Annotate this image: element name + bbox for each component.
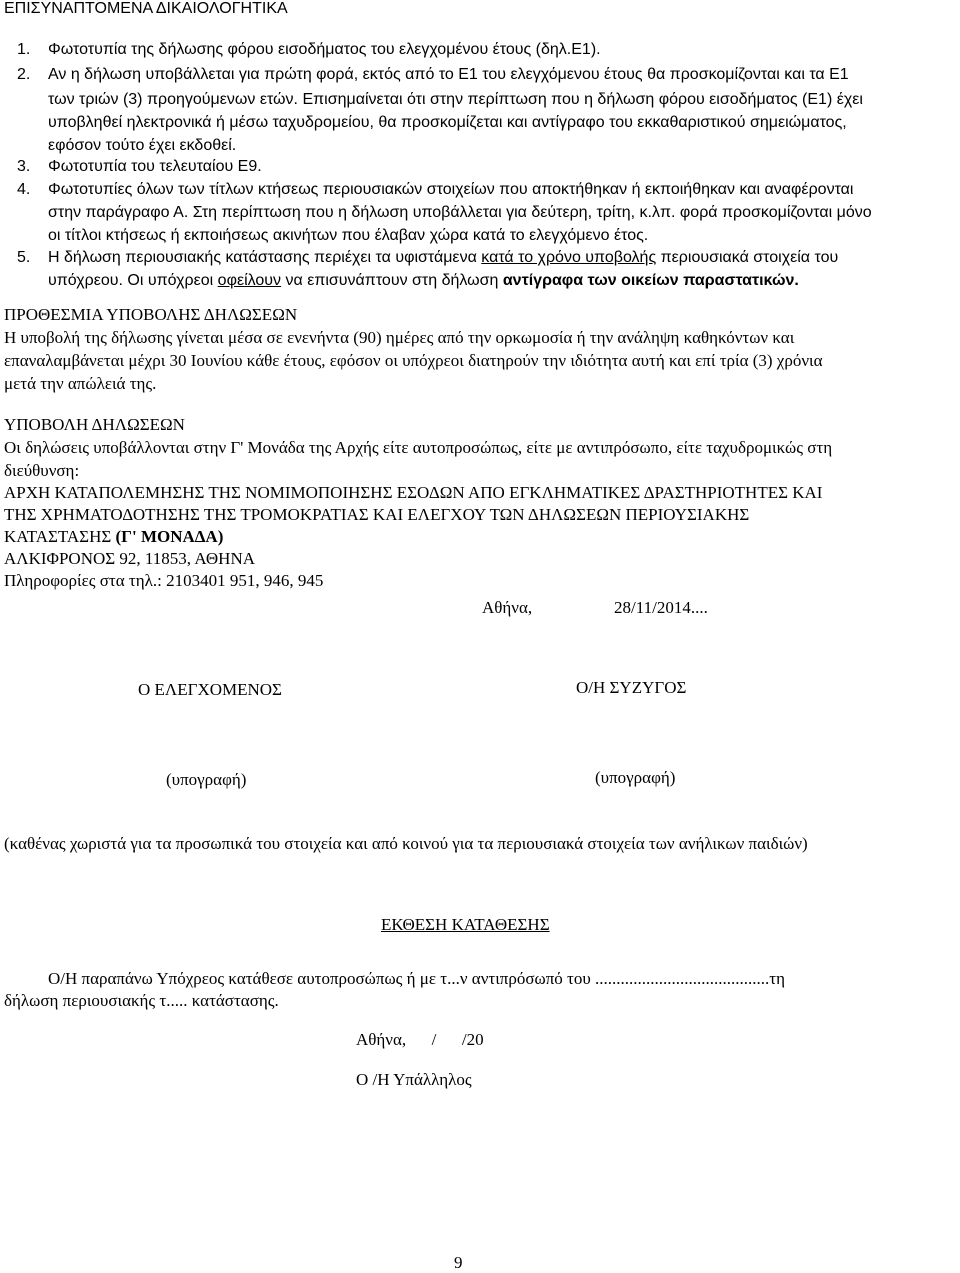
signature-left-line: (υπογραφή) [166, 770, 247, 789]
list-item-1 [17, 41, 601, 59]
attachments-heading: ΕΠΙΣΥΝΑΠΤΟΜΕΝΑ ΔΙΚΑΙΟΛΟΓΗΤΙΚΑ [4, 0, 288, 17]
place-label: Αθήνα, [482, 598, 533, 617]
address: ΑΛΚΙΦΡΟΝΟΣ 92, 11853, ΑΘΗΝΑ [4, 549, 256, 568]
signature-right-line: (υπογραφή) [595, 768, 676, 787]
list-item-2-line-4: εφόσον τούτο έχει εκδοθεί. [48, 137, 237, 154]
list-item-4-number: 4. [17, 181, 31, 198]
phone-info: Πληροφορίες στα τηλ.: 2103401 951, 946, 945 [4, 571, 324, 590]
signature-right-title: Ο/Η ΣΥΖΥΓΟΣ [576, 678, 687, 697]
list-item-5-line-1: 5. Η δήλωση περιουσιακής κατάστασης περιέχει τα υφιστάμενα κατά το χρόνο υποβολής περιουσιακά στοιχεία του [17, 249, 839, 266]
list-item-4-line-2: στην παράγραφο Α. Στη περίπτωση που η δήλωση υποβάλλεται για δεύτερη, τρίτη, κ.λπ. φορά προσκομίζονται μόνο [48, 204, 872, 221]
deposit-officer: Ο /Η Υπάλληλος [356, 1070, 472, 1089]
submission-line-2: διεύθυνση: [4, 461, 80, 480]
deposit-line-1: Ο/Η παραπάνω Υπόχρεος κατάθεσε αυτοπροσώπως ή με τ...ν αντιπρόσωπό του .........................................τη [48, 969, 786, 988]
list-item-2-line-3: υποβληθεί ηλεκτρονικά ή μέσω ταχυδρομείου, θα προσκομίζεται και αντίγραφο του εκκαθαριστικού σημειώματος, [48, 114, 847, 131]
authority-line-2: ΤΗΣ ΧΡΗΜΑΤΟΔΟΤΗΣΗΣ ΤΗΣ ΤΡΟΜΟΚΡΑΤΙΑΣ ΚΑΙ ΕΛΕΓΧΟΥ ΤΩΝ ΔΗΛΩΣΕΩΝ ΠΕΡΙΟΥΣΙΑΚΗΣ [4, 505, 750, 524]
deadline-line-1: Η υποβολή της δήλωσης γίνεται μέσα σε ενενήντα (90) ημέρες από την ορκωμοσία ή την ανάληψη καθηκόντων και [4, 328, 795, 347]
list-item-2-number: 2. [17, 66, 31, 83]
signatures-note: (καθένας χωριστά για τα προσωπικά του στοιχεία και από κοινού για τα περιουσιακά στοιχεία των ανήλικων παιδιών) [4, 834, 808, 853]
list-item-5-line-2: υπόχρεου. Οι υπόχρεοι οφείλουν να επισυνάπτουν στη δήλωση αντίγραφα των οικείων παραστατικών. [48, 272, 799, 289]
authority-line-1: ΑΡΧΗ ΚΑΤΑΠΟΛΕΜΗΣΗΣ ΤΗΣ ΝΟΜΙΜΟΠΟΙΗΣΗΣ ΕΣΟΔΩΝ ΑΠΟ ΕΓΚΛΗΜΑΤΙΚΕΣ ΔΡΑΣΤΗΡΙΟΤΗΤΕΣ ΚΑΙ [4, 483, 823, 502]
deadline-line-3: μετά την απώλειά της. [4, 374, 157, 393]
submission-line-1: Οι δηλώσεις υποβάλλονται στην Γ' Μονάδα της Αρχής είτε αυτοπροσώπως, είτε με αντιπρόσωπο, είτε ταχυδρομικώς στη [4, 438, 833, 457]
underlined-word: οφείλουν [217, 272, 282, 289]
deadline-title: ΠΡΟΘΕΣΜΙΑ ΥΠΟΒΟΛΗΣ ΔΗΛΩΣΕΩΝ [4, 305, 298, 324]
underlined-phrase: κατά το χρόνο υποβολής [481, 249, 657, 266]
list-item-5-number: 5. [17, 249, 31, 266]
list-item-3: 3. Φωτοτυπία του τελευταίου Ε9. [17, 158, 262, 175]
authority-line-3: ΚΑΤΑΣΤΑΣΗΣ (Γ' ΜΟΝΑΔΑ) [4, 527, 224, 546]
list-item-3-number: 3. [17, 158, 31, 175]
list-item-1-number: 1. [17, 41, 31, 58]
list-item-4-line-1: 4. Φωτοτυπίες όλων των τίτλων κτήσεως περιουσιακών στοιχείων που αποκτήθηκαν ή εκποιήθηκαν και αναφέρονται [17, 181, 854, 198]
list-item-2-line-1: 2. Αν η δήλωση υποβάλλεται για πρώτη φορά, εκτός από το Ε1 του ελεγχόμενου έτους θα προσκομίζονται και τα Ε1 [17, 66, 849, 83]
page-number: 9 [454, 1253, 463, 1272]
submission-title: ΥΠΟΒΟΛΗ ΔΗΛΩΣΕΩΝ [4, 415, 185, 434]
bold-phrase: αντίγραφα των οικείων παραστατικών. [502, 272, 799, 289]
signature-left-title: Ο ΕΛΕΓΧΟΜΕΝΟΣ [138, 680, 282, 699]
deposit-date: Αθήνα, / /20 [356, 1030, 484, 1049]
list-item-2-line-2: των τριών (3) προηγούμενων ετών. Επισημαίνεται ότι στην περίπτωση που η δήλωση φόρου εισοδήματος (Ε1) έχει [48, 91, 863, 108]
list-item-4-line-3: οι τίτλοι κτήσεως ή εκποιήσεως ακινήτων που έλαβαν χώρα κατά το ελεγχόμενο έτος. [48, 227, 649, 244]
list-item-1-text: Φωτοτυπία της δήλωσης φόρου εισοδήματος του ελεγχομένου έτους (δηλ.Ε1). [48, 41, 601, 58]
date-value: 28/11/2014.... [614, 598, 708, 617]
deposit-line-2: δήλωση περιουσιακής τ..... κατάστασης. [4, 991, 279, 1010]
deadline-line-2: επαναλαμβάνεται μέχρι 30 Ιουνίου κάθε έτους, εφόσον οι υπόχρεοι διατηρούν την ιδιότητα αυτή και επί τρία (3) χρόνια [4, 351, 823, 370]
deposit-title: ΕΚΘΕΣΗ ΚΑΤΑΘΕΣΗΣ [381, 915, 550, 934]
